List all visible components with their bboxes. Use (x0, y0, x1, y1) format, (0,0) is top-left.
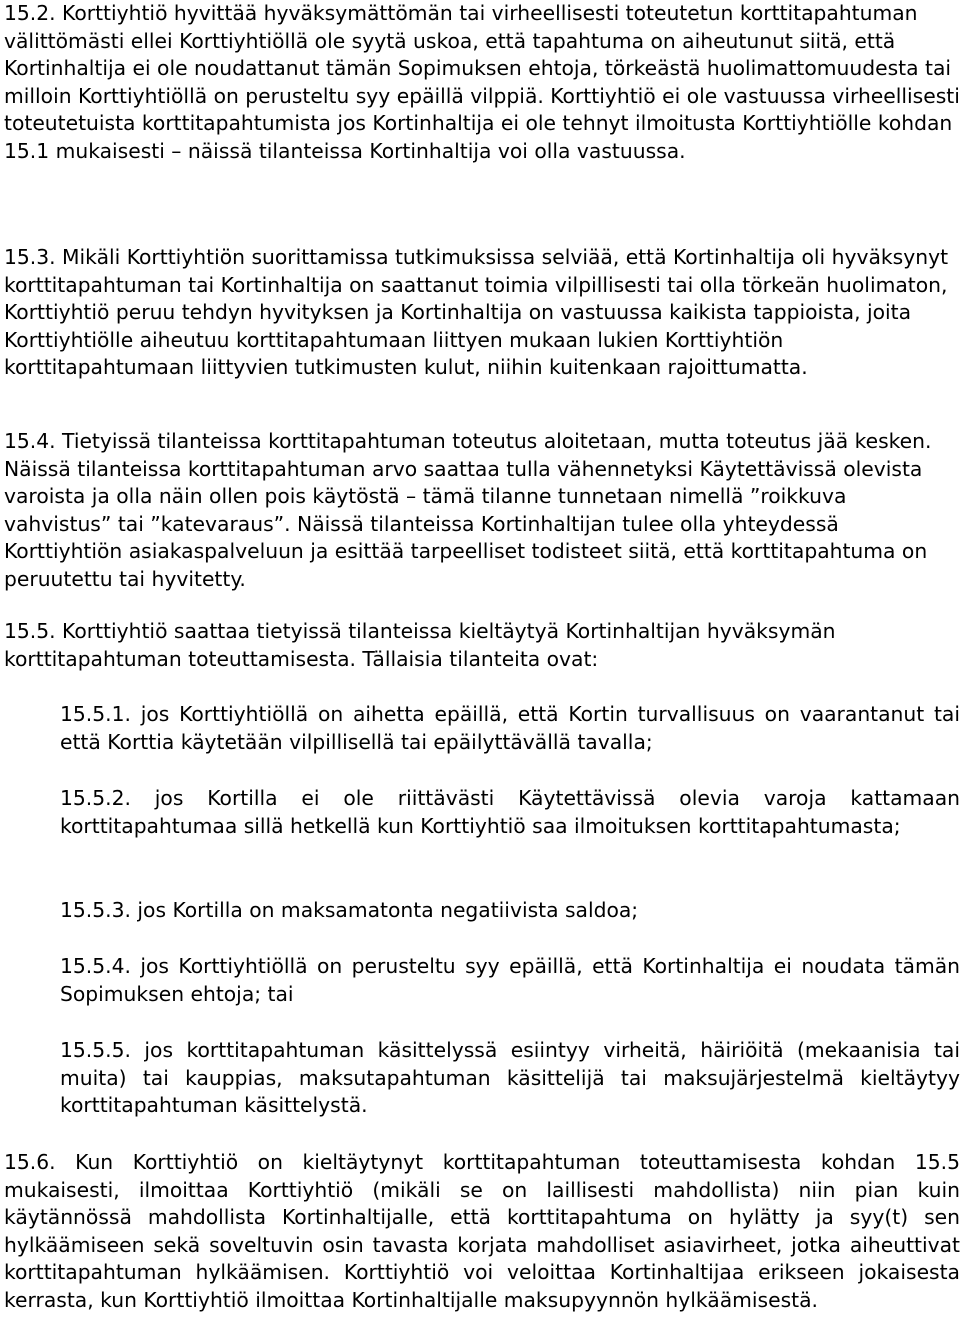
paragraph-15-3: 15.3. Mikäli Korttiyhtiön suorittamissa tutkimuksissa selviää, että Kortinhaltija oli hyväksynyt korttitapahtuman tai Kortinhaltija on saattanut toimia vilpillisesti tai olla törkeän huolimaton, Korttiyhtiö peruu tehdyn hyvityksen ja Kortinhaltija on vastuussa kaikista tappioista, joita Korttiyhtiölle aiheutuu korttitapahtumaan liittyen mukaan lukien Korttiyhtiön korttitapahtumaan liittyvien tutkimusten kulut, niihin kuitenkaan rajoittumatta. (4, 245, 949, 380)
paragraph-15-4: 15.4. Tietyissä tilanteissa korttitapahtuman toteutus aloitetaan, mutta toteutus jää kesken. Näissä tilanteissa korttitapahtuman arvo saattaa tulla vähennetyksi Käytettävissä olevista varoista ja olla näin ollen pois käytöstä – tämä tilanne tunnetaan nimellä ”roikkuva vahvistus” tai ”katevaraus”. Näissä tilanteissa Kortinhaltijan tulee olla yhteydessä Korttiyhtiön asiakaspalveluun ja esittää tarpeelliset todisteet siitä, että korttitapahtuma on peruutettu tai hyvitetty. (4, 429, 932, 591)
list-item-15-5-2: 15.5.2. jos Kortilla ei ole riittävästi Käytettävissä olevia varoja kattamaan korttitapahtumaa sillä hetkellä kun Korttiyhtiö saa ilmoituksen korttitapahtumasta; (60, 786, 960, 838)
paragraph-15-6: 15.6. Kun Korttiyhtiö on kieltäytynyt korttitapahtuman toteuttamisesta kohdan 15.5 mukaisesti, ilmoittaa Korttiyhtiö (mikäli se on laillisesti mahdollista) niin pian kuin käytännössä mahdollista Kortinhaltijalle, että korttitapahtuma on hylätty ja syy(t) sen hylkäämiseen sekä soveltuvin osin tavasta korjata mahdolliset asiavirheet, jotka aiheuttivat korttitapahtuman hylkäämisen. Korttiyhtiö voi veloittaa Kortinhaltijaa erikseen jokaisesta kerrasta, kun Korttiyhtiö ilmoittaa Kortinhaltijalle maksupyynnön hylkäämisestä. (4, 1150, 960, 1312)
list-item-15-5-5: 15.5.5. jos korttitapahtuman käsittelyssä esiintyy virheitä, häiriöitä (mekaanisia tai muita) tai kauppias, maksutapahtuman käsittelijä tai maksujärjestelmä kieltäytyy korttitapahtuman käsittelystä. (60, 1038, 960, 1118)
paragraph-15-2: 15.2. Korttiyhtiö hyvittää hyväksymättömän tai virheellisesti toteutetun korttitapahtuman välittömästi ellei Korttiyhtiöllä ole syytä uskoa, että tapahtuma on aiheutunut siitä, että Kortinhaltija ei ole noudattanut tämän Sopimuksen ehtoja, törkeästä huolimattomuudesta tai milloin Korttiyhtiöllä on perusteltu syy epäillä vilppiä. Korttiyhtiö ei ole vastuussa virheellisesti toteutetuista korttitapahtumista jos Kortinhaltija ei ole tehnyt ilmoitusta Korttiyhtiölle kohdan 15.1 mukaisesti – näissä tilanteissa Kortinhaltija voi olla vastuussa. (4, 1, 960, 163)
paragraph-15-5: 15.5. Korttiyhtiö saattaa tietyissä tilanteissa kieltäytyä Kortinhaltijan hyväksymän korttitapahtuman toteuttamisesta. Tällaisia tilanteita ovat: (4, 619, 836, 671)
list-item-15-5-1: 15.5.1. jos Korttiyhtiöllä on aihetta epäillä, että Kortin turvallisuus on vaarantanut tai että Korttia käytetään vilpillisellä tai epäilyttävällä tavalla; (60, 702, 960, 754)
list-item-15-5-3: 15.5.3. jos Kortilla on maksamatonta negatiivista saldoa; (60, 898, 639, 922)
list-item-15-5-4: 15.5.4. jos Korttiyhtiöllä on perusteltu syy epäillä, että Kortinhaltija ei noudata tämän Sopimuksen ehtoja; tai (60, 954, 960, 1006)
